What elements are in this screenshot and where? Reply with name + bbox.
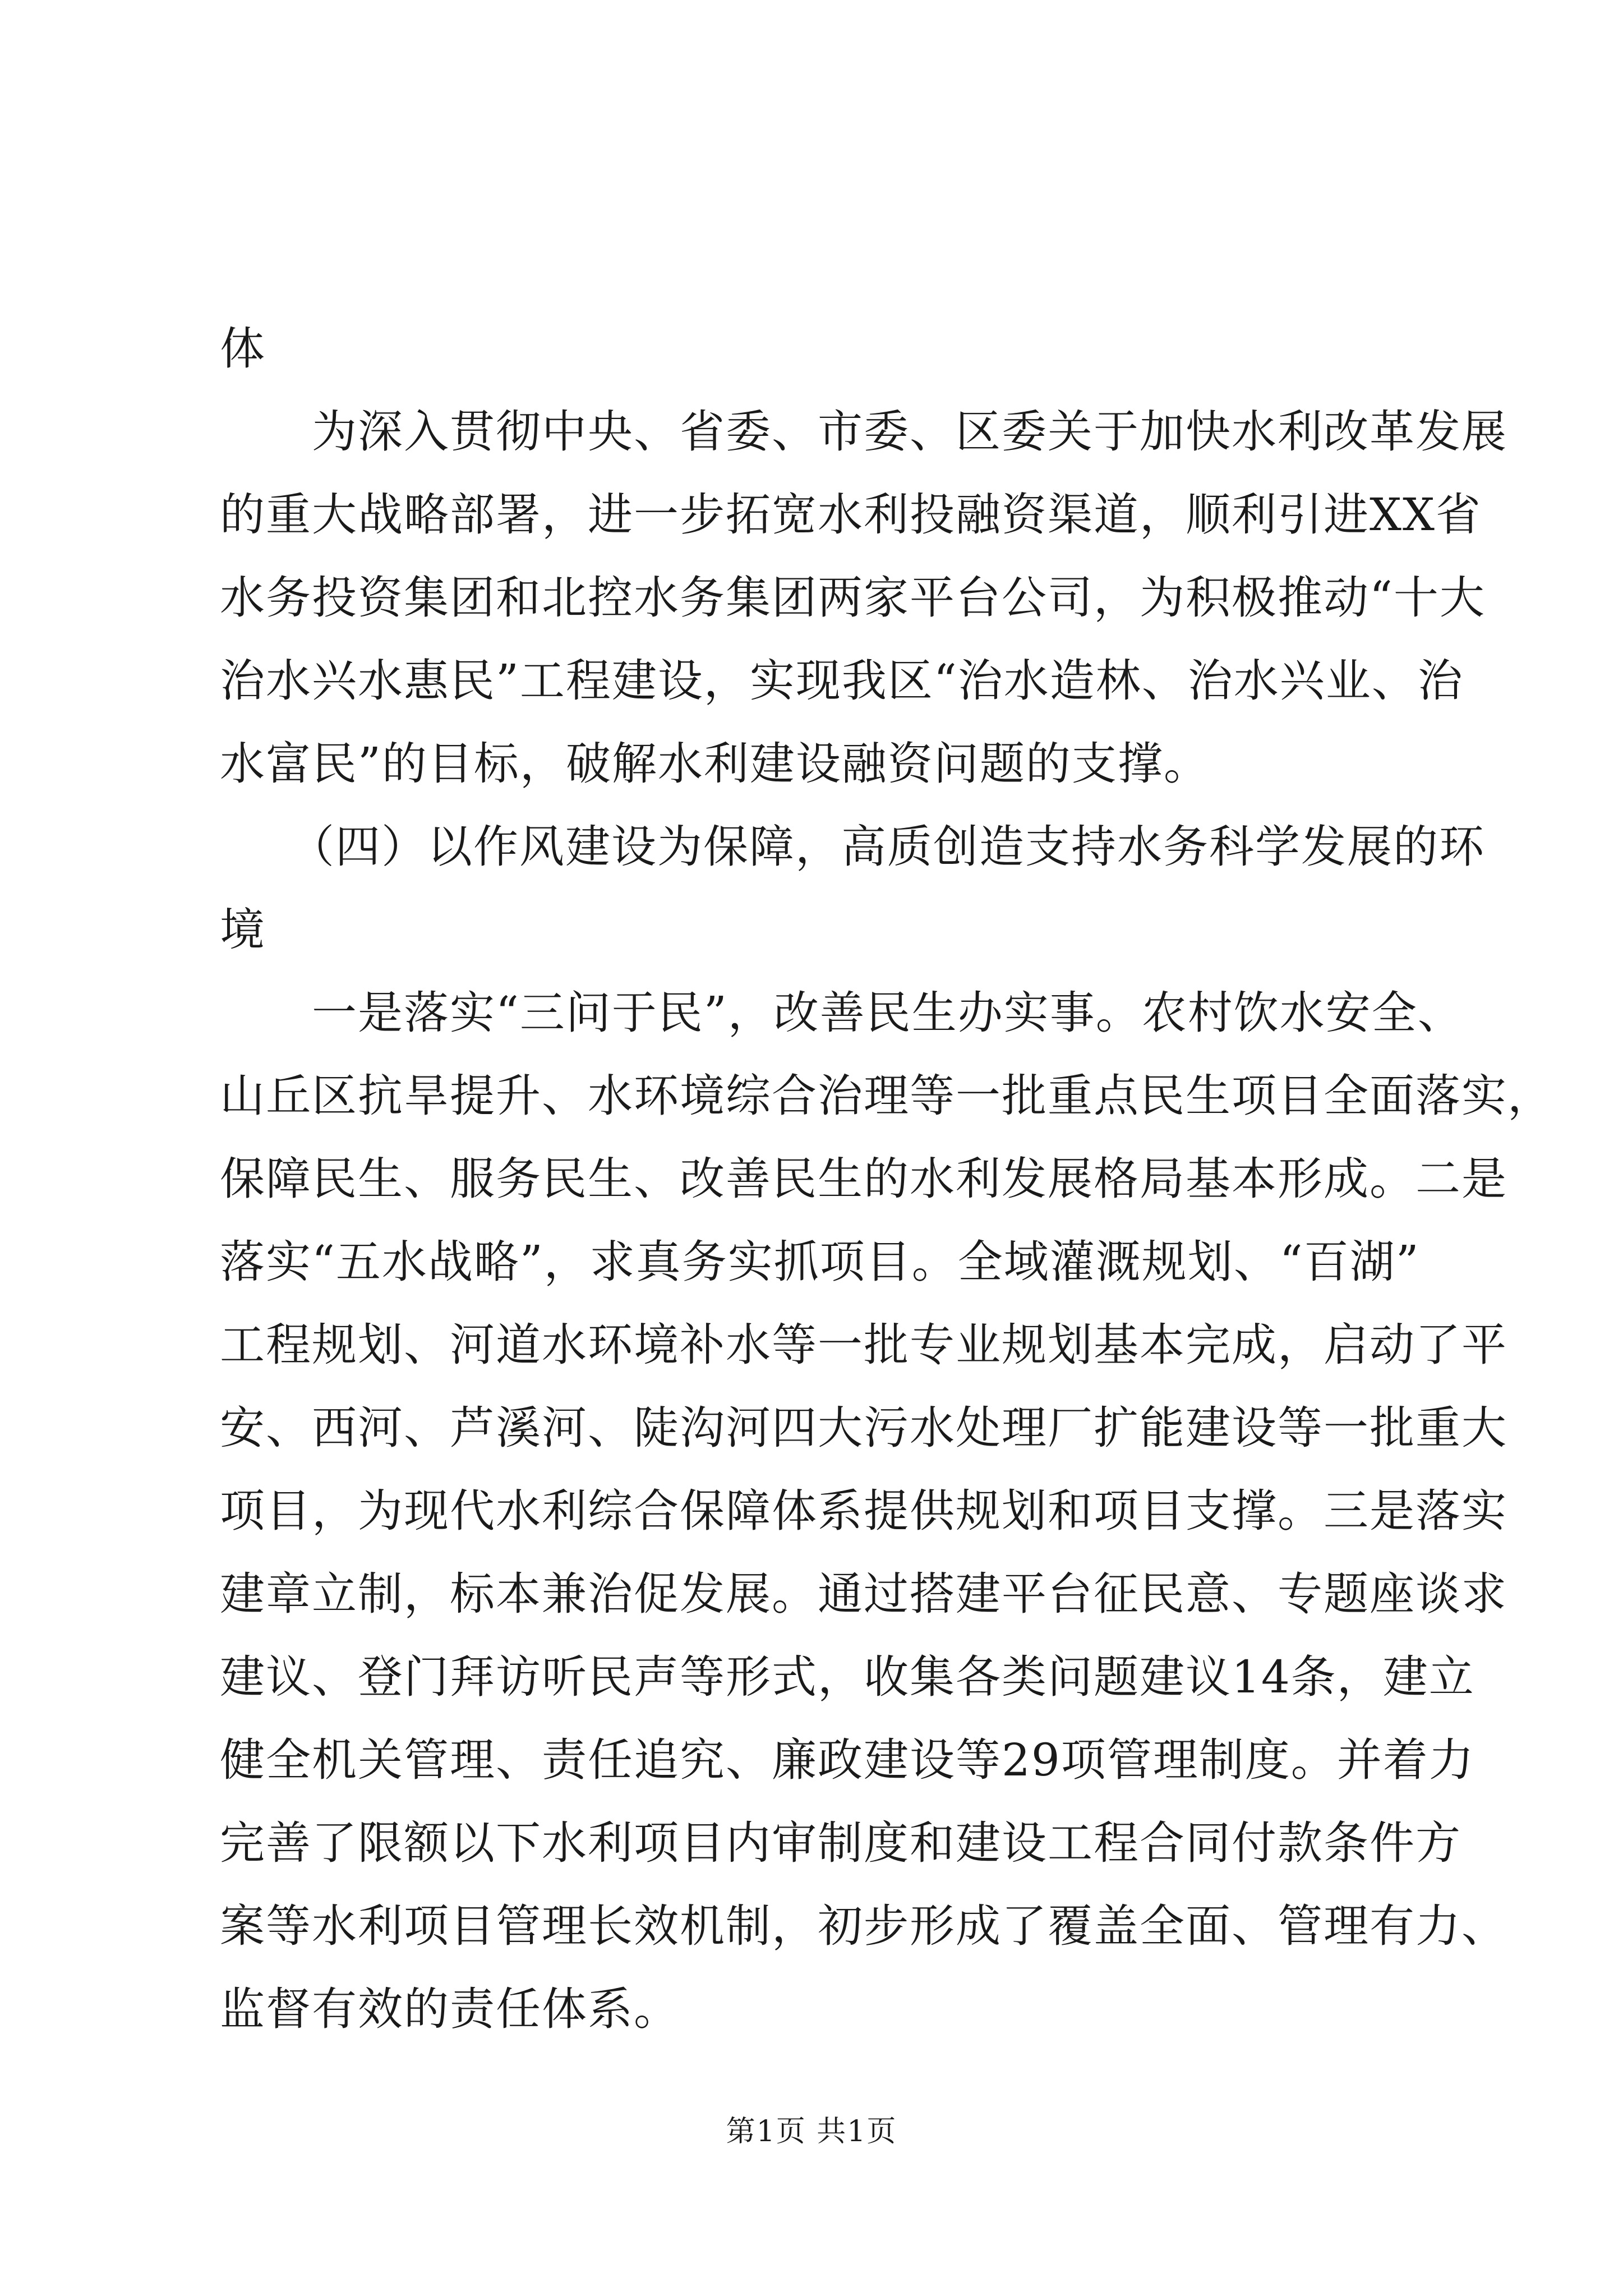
text-line: 一是落实“三问于民”，改善民生办实事。农村饮水安全、: [220, 987, 1464, 1039]
text-line: （四）以作风建设为保障，高质创造支持水务科学发展的环: [220, 821, 1485, 873]
text-line: 为深入贯彻中央、省委、市委、区委关于加快水利改革发展: [220, 406, 1507, 458]
text-line: 完善了限额以下水利项目内审制度和建设工程合同付款条件方: [220, 1817, 1461, 1869]
text-line: 落实“五水战略”，求真务实抓项目。全域灌溉规划、“百湖”: [220, 1236, 1420, 1288]
text-line: 健全机关管理、责任追究、廉政建设等29项管理制度。并着力: [220, 1734, 1475, 1786]
text-line: 工程规划、河道水环境补水等一批专业规划基本完成，启动了平: [220, 1319, 1507, 1371]
document-body: [220, 307, 1553, 2051]
text-line: 水富民”的目标，破解水利建设融资问题的支撑。: [220, 738, 1210, 790]
text-line: 安、西河、芦溪河、陡沟河四大污水处理厂扩能建设等一批重大: [220, 1402, 1507, 1454]
text-line: 建章立制，标本兼治促发展。通过搭建平台征民意、专题座谈求: [220, 1568, 1507, 1620]
text-line: 山丘区抗旱提升、水环境综合治理等一批重点民生项目全面落实，: [220, 1070, 1553, 1122]
text-line: 建议、登门拜访听民声等形式，收集各类问题建议14条，建立: [220, 1651, 1475, 1703]
text-line: 境: [220, 904, 266, 956]
text-line: 水务投资集团和北控水务集团两家平台公司，为积极推动“十大: [220, 572, 1486, 624]
text-line: 体: [220, 323, 266, 375]
page-footer: 第1页 共1页: [726, 2115, 897, 2148]
text-line: 案等水利项目管理长效机制，初步形成了覆盖全面、管理有力、: [220, 1900, 1507, 1952]
text-line: 项目，为现代水利综合保障体系提供规划和项目支撑。三是落实: [220, 1485, 1507, 1537]
text-line: 治水兴水惠民”工程建设，实现我区“治水造林、治水兴业、治: [220, 655, 1464, 707]
text-line: 监督有效的责任体系。: [220, 1983, 680, 2035]
text-line: 的重大战略部署，进一步拓宽水利投融资渠道，顺利引进XX省: [220, 489, 1482, 541]
text-line: 保障民生、服务民生、改善民生的水利发展格局基本形成。二是: [220, 1153, 1507, 1205]
